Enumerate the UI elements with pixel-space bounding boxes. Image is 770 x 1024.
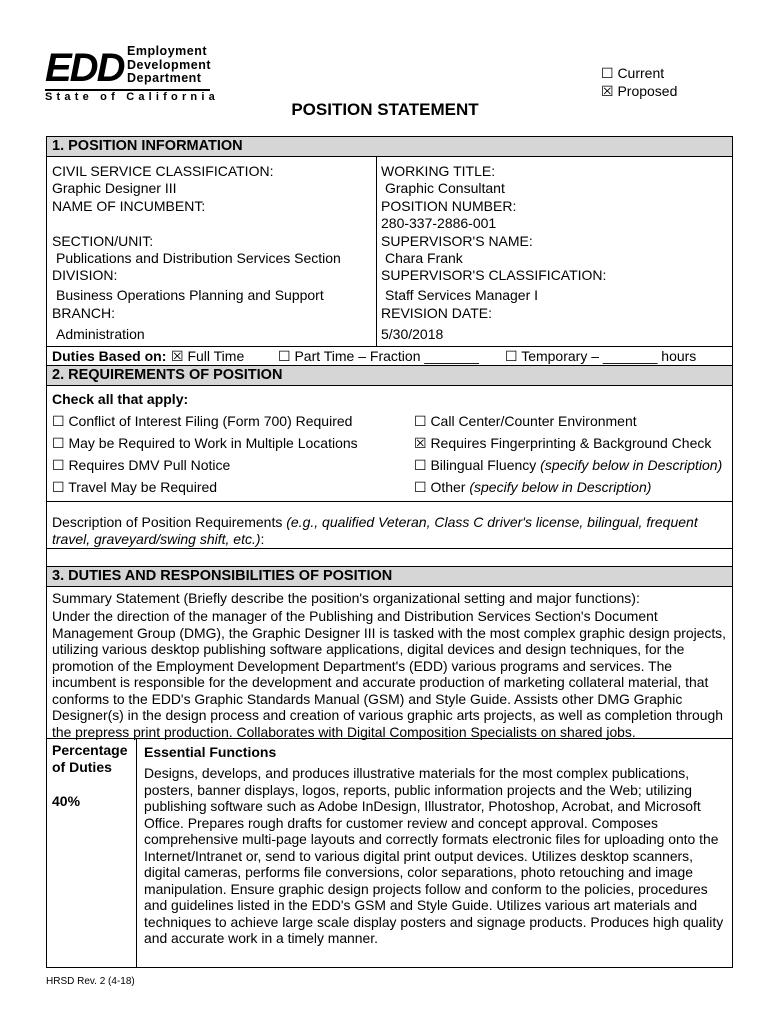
logo-line-2: Development	[127, 57, 211, 72]
divider	[47, 346, 732, 347]
temporary-checkbox[interactable]: ☐ Temporary – _______ hours	[505, 348, 697, 364]
section-unit-label: SECTION/UNIT:	[52, 233, 154, 249]
revision-date-value[interactable]: 5/30/2018	[381, 326, 444, 342]
position-number-label: POSITION NUMBER:	[381, 198, 517, 214]
essential-functions-text[interactable]: Designs, develops, and produces illustrative materials for the most complex publications, posters, banner displays, logos, reports, public information projects and the Web; utilizing publishing software such as Adobe InDesign, Illustrator, Photoshop, Acrobat, and Microsoft Office. Prepares rough drafts for customer review and concept approval. Composes comprehensive multi-page layouts and correctly formats electronic files for uploading onto the Internet/Intranet or, send to various digital print output devices. Utilizes desktop scanners, digital cameras, performs file conversions, color separations, photo retouching and image manipulation. Ensure graphic design projects follow and conform to the policies, procedures and guidelines listed in the EDD's GSM and Style Guide. Utilizes various art materials and techniques to achieve large scale display posters and signage products. Produces high quality and accurate work in a timely manner.	[144, 765, 724, 946]
position-number-value[interactable]: 280-337-2886-001	[381, 215, 497, 231]
percentage-column-divider	[136, 738, 137, 967]
status-checkboxes	[601, 64, 677, 100]
logo-state: State of California	[45, 91, 219, 103]
section-1-heading: 1. POSITION INFORMATION	[47, 137, 732, 157]
division-label: DIVISION:	[52, 267, 118, 283]
description-of-requirements[interactable]: Description of Position Requirements (e.g., qualified Veteran, Class C driver's license, bilingual, frequent travel, graveyard/swing shift, etc.):	[52, 514, 698, 547]
requirement-conflict-of-interest[interactable]: ☐ Conflict of Interest Filing (Form 700) Required	[52, 413, 353, 429]
section-unit-value[interactable]: Publications and Distribution Services Section	[56, 250, 341, 266]
logo-mark: EDD	[45, 46, 124, 90]
requirement-bilingual[interactable]: ☐ Bilingual Fluency (specify below in Description)	[414, 457, 723, 473]
incumbent-label: NAME OF INCUMBENT:	[52, 198, 206, 214]
requirement-call-center[interactable]: ☐ Call Center/Counter Environment	[414, 413, 637, 429]
section-3-heading: 3. DUTIES AND RESPONSIBILITIES OF POSITION	[47, 566, 732, 587]
requirement-travel[interactable]: ☐ Travel May be Required	[52, 479, 218, 495]
working-title-value[interactable]: Graphic Consultant	[385, 180, 505, 196]
proposed-checkbox[interactable]: ☒ Proposed	[601, 83, 678, 99]
current-checkbox[interactable]: ☐ Current	[601, 65, 665, 81]
supervisor-value[interactable]: Chara Frank	[385, 250, 463, 266]
division-value[interactable]: Business Operations Planning and Support	[56, 287, 324, 303]
requirement-other[interactable]: ☐ Other (specify below in Description)	[414, 479, 652, 495]
check-all-label: Check all that apply:	[52, 391, 189, 407]
requirement-fingerprinting[interactable]: ☒ Requires Fingerprinting & Background Check	[414, 435, 712, 451]
percentage-value[interactable]: 40%	[52, 793, 81, 809]
supervisor-classification-value[interactable]: Staff Services Manager I	[385, 287, 539, 303]
revision-date-label: REVISION DATE:	[381, 305, 492, 321]
branch-label: BRANCH:	[52, 305, 116, 321]
form-revision-footer: HRSD Rev. 2 (4-18)	[46, 976, 135, 987]
logo-department-name	[127, 45, 211, 86]
working-title-label: WORKING TITLE:	[381, 163, 496, 179]
percentage-label: Percentage	[52, 742, 128, 758]
summary-text[interactable]: Under the direction of the manager of the Publishing and Distribution Services Section's Document Management Group (DMG), the Graphic Designer III is tasked with the most complex graphic design projects, utilizing various desktop publishing software applications, digital devices and design techniques, for the promotion of the Employment Development Department's (EDD) various programs and services. The incumbent is responsible for the development and accurate production of marketing collateral material, that conforms to the EDD's Graphic Standards Manual (GSM) and Style Guide. Assists other DMG Graphic Designer(s) in the design process and creation of various graphic arts projects, as well as completion through the prepress print production. Collaborates with Digital Composition Specialists on shared jobs.	[52, 608, 726, 740]
full-time-checkbox[interactable]: ☒ Full Time	[171, 348, 245, 364]
divider	[47, 501, 732, 502]
essential-functions-heading: Essential Functions	[144, 744, 277, 760]
divider	[47, 548, 732, 549]
section-2-heading: 2. REQUIREMENTS OF POSITION	[47, 365, 732, 386]
logo-line-1: Employment	[127, 44, 208, 58]
document-title: POSITION STATEMENT	[291, 100, 479, 119]
requirement-multiple-locations[interactable]: ☐ May be Required to Work in Multiple Locations	[52, 435, 358, 451]
column-divider	[376, 157, 377, 346]
logo-line-3: Department	[127, 71, 202, 85]
position-statement-form	[46, 136, 733, 968]
part-time-checkbox[interactable]: ☐ Part Time – Fraction _______	[278, 348, 479, 364]
edd-logo	[45, 44, 219, 105]
civil-service-label: CIVIL SERVICE CLASSIFICATION:	[52, 163, 274, 179]
requirement-dmv-pull[interactable]: ☐ Requires DMV Pull Notice	[52, 457, 231, 473]
of-duties-label: of Duties	[52, 759, 112, 775]
summary-label: Summary Statement (Briefly describe the position's organizational setting and major functions):	[52, 590, 640, 606]
divider	[47, 738, 732, 739]
duties-based-label: Duties Based on:	[52, 348, 167, 364]
supervisor-classification-label: SUPERVISOR'S CLASSIFICATION:	[381, 267, 607, 283]
supervisor-label: SUPERVISOR'S NAME:	[381, 233, 533, 249]
civil-service-value[interactable]: Graphic Designer III	[52, 180, 177, 196]
branch-value[interactable]: Administration	[56, 326, 145, 342]
